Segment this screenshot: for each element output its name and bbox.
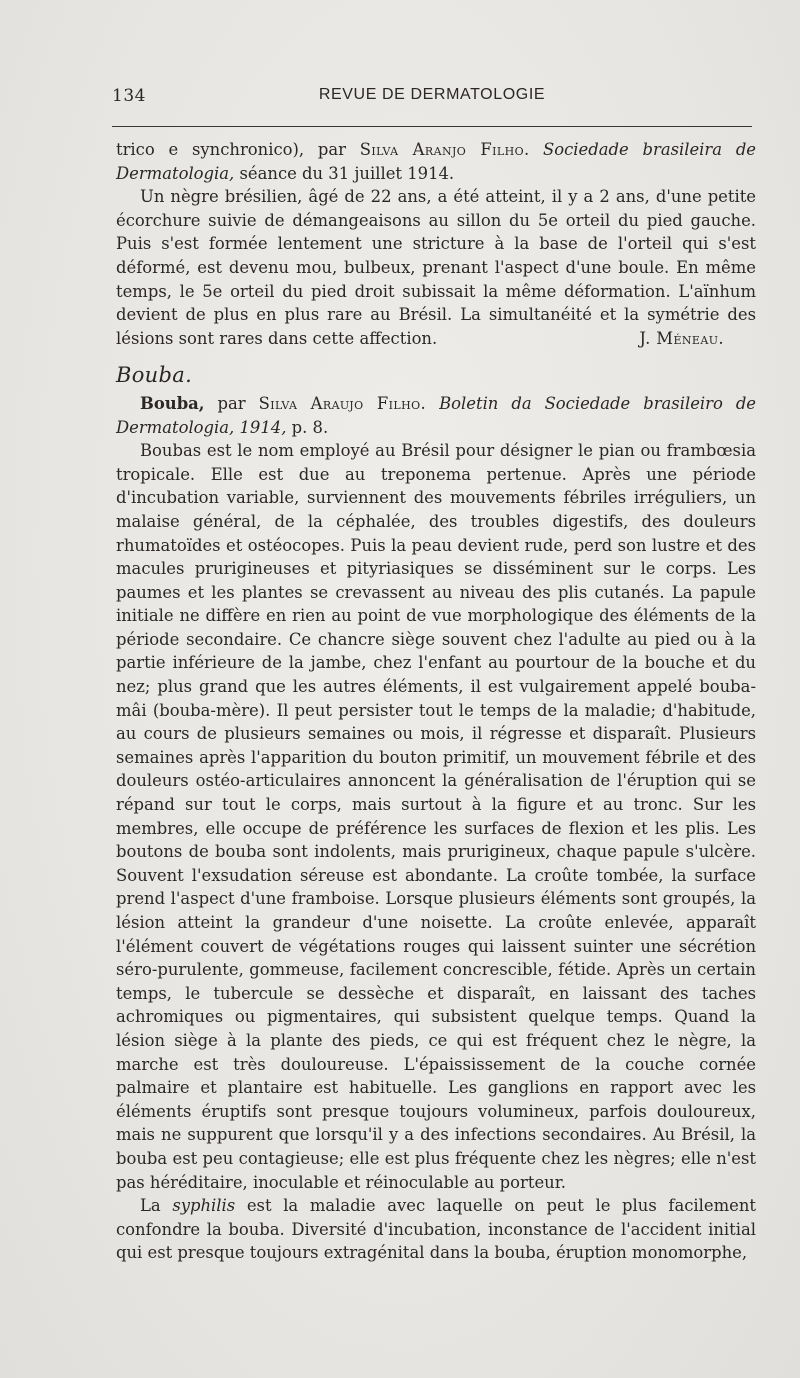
entry2-publication: Boletin da Sociedade brasileiro de Dermatologia, 1914, — [116, 393, 757, 437]
entry2-citation — [116, 392, 756, 439]
entry2-paragraph2 — [116, 1194, 756, 1265]
entry2-p2-lead: La — [140, 1196, 161, 1216]
header-rule — [112, 126, 752, 127]
section-title: Bouba. — [116, 363, 193, 388]
entry1-paragraph-block — [116, 185, 756, 350]
entry2-title: Bouba, — [140, 393, 205, 413]
entry2-page: p. 8. — [291, 417, 329, 437]
page-number: 134 — [112, 86, 146, 106]
entry2-par: par — [217, 393, 246, 413]
journal-title: REVUE DE DERMATOLOGIE — [318, 86, 546, 103]
entry2-author: Silva Araujo Filho. — [258, 393, 427, 413]
article-body — [116, 138, 756, 1265]
entry2-p2-rest: est la maladie avec laquelle on peut le plus facilement confondre la bouba. Diversité d'incubation, inconstance de l'accident initial qui est presque toujours extragénital dans la bouba, éruption monomorphe, — [116, 1196, 756, 1263]
entry1-lead: trico e synchronico), par — [116, 140, 346, 159]
entry1-author: Silva Aranjo Filho — [359, 140, 525, 159]
entry2-paragraph1: Boubas est le nom employé au Brésil pour désigner le pian ou frambœsia tropicale. Elle est due au treponema pertenue. Après une période d'incubation variable, surviennent des mouvements fébriles irréguliers, un malaise général, de la céphalée, des troubles digestifs, des douleurs rhumatoïdes et ostéocopes. Puis la peau devient rude, perd son lustre et des macules prurigineuses et pityriasiques se disséminent sur le corps. Les paumes et les plantes se crevassent au niveau des plis cutanés. La papule initiale ne diffère en rien au point de vue morphologique des éléments de la période secondaire. Ce chancre siège souvent chez l'adulte au pied ou à la partie inférieure de la jambe, chez l'enfant au pourtour de la bouche et du nez; plus grand que les autres éléments, il est vulgairement appelé bouba-mâi (bouba-mère). Il peut persister tout le temps de la maladie; d'habitude, au cours de plusieurs semaines ou mois, il régresse et disparaît. Plusieurs semaines après l'apparition du bouton primitif, un mouvement fébrile et des douleurs ostéo-articulaires annoncent la généralisation de l'éruption qui se répand sur tout le corps, mais surtout à la figure et au tronc. Sur les membres, elle occupe de préférence les surfaces de flexion et les plis. Les boutons de bouba sont indolents, mais prurigineux, chaque papule s'ulcère. Souvent l'exsudation séreuse est abondante. La croûte tombée, la surface prend l'aspect d'une framboise. Lorsque plusieurs éléments sont groupés, la lésion atteint la grandeur d'une noisette. La croûte enlevée, apparaît l'élément couvert de végétations rouges qui laissent suinter une sécrétion séro-purulente, gommeuse, facilement concrescible, fétide. Après un certain temps, le tubercule se dessèche et disparaît, en laissant des taches achromiques ou pigmentaires, qui subsistent quelque temps. Quand la lésion siège à la plante des pieds, ce qui est fréquent chez le nègre, la marche est très douloureuse. L'épaississement de la couche cornée palmaire et plantaire est habituelle. Les ganglions en rapport avec les éléments éruptifs sont presque toujours volumineux, parfois douloureux, mais ne suppurent que lorsqu'il y a des infections secondaires. Au Brésil, la bouba est peu contagieuse; elle est plus fréquente chez les nègres; elle n'est pas héréditaire, inoculable et réinoculable au porteur. — [116, 441, 756, 1192]
entry1-paragraph: Un nègre brésilien, âgé de 22 ans, a été atteint, il y a 2 ans, d'une petite écorchure suivie de démangeaisons au sillon du 5e orteil du pied gauche. Puis s'est formée lentement une stricture à la base de l'orteil qui s'est déformé, est devenu mou, bulbeux, prenant l'aspect d'une boule. En même temps, le 5e orteil du pied droit subissait la même déformation. L'aïnhum devient de plus en plus rare au Brésil. La simultanéité et la symétrie des lésions sont rares dans cette affection. — [116, 187, 756, 348]
entry1-citation: trico e synchronico), par Silva Aranjo Filho. Sociedade brasileira de Dermatologia, séance du 31 juillet 1914. — [116, 140, 757, 183]
entry1-signature: J. Méneau. — [639, 328, 724, 348]
entry2-p2-syphilis: syphilis — [172, 1196, 236, 1216]
page-header — [112, 86, 752, 114]
entry1-date: séance du 31 juillet 1914. — [239, 163, 455, 183]
entry1-publication: Sociedade brasileira de Dermatologia, — [116, 140, 757, 183]
